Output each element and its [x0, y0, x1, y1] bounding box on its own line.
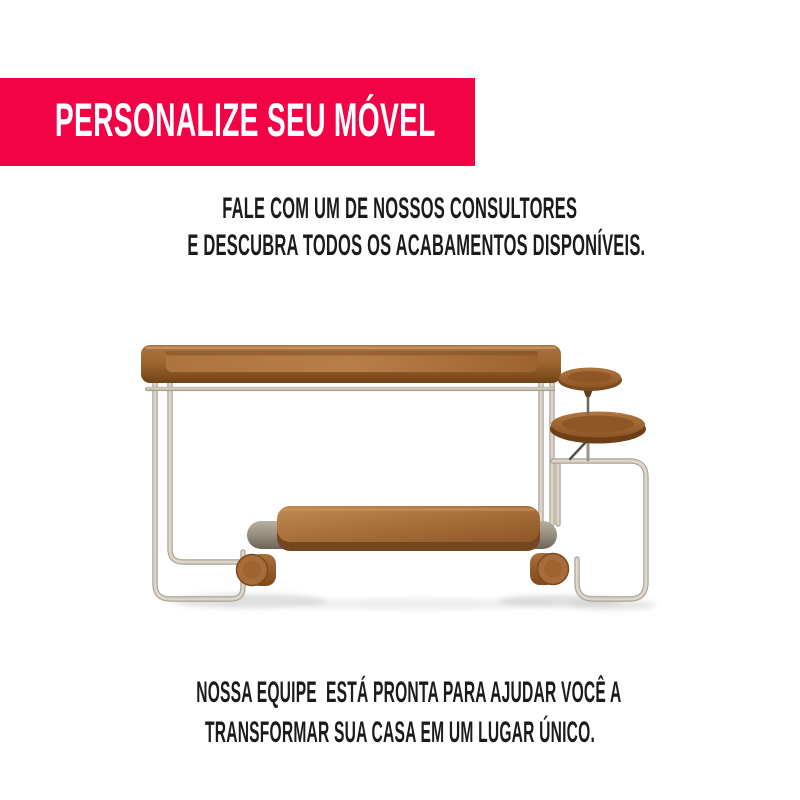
cart-rollers [237, 553, 569, 586]
cart-top-rail [147, 389, 553, 390]
cart-lower-shelf [277, 506, 540, 551]
cart-side-trays [550, 368, 646, 461]
subtitle-line-2: E DESCUBRA TODOS OS ACABAMENTOS DISPONÍVEIS. [187, 229, 646, 262]
cart-top-tray [141, 345, 561, 383]
cart-frame [155, 382, 558, 599]
footer-line-1: NOSSA EQUIPE ESTÁ PRONTA PARA AJUDAR VOCÊ A [196, 676, 622, 709]
subtitle-line-1: FALE COM UM DE NOSSOS CONSULTORES [222, 192, 578, 225]
footer-line-2: TRANSFORMAR SUA CASA EM UM LUGAR ÚNICO. [204, 716, 595, 749]
footer-block [0, 673, 800, 753]
banner-title: PERSONALIZE SEU MÓVEL [55, 92, 436, 146]
cart-side-loop [553, 461, 646, 599]
